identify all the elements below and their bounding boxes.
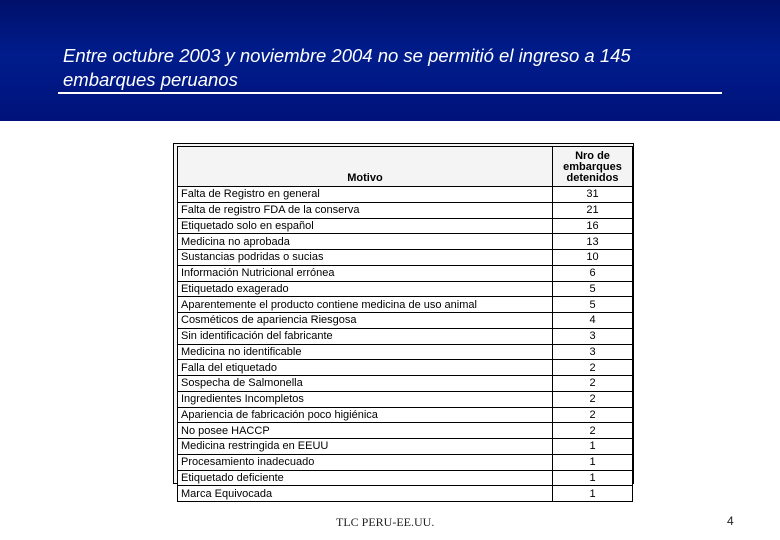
nro-cell: 2 [553,407,633,423]
nro-cell: 2 [553,391,633,407]
nro-cell: 1 [553,486,633,502]
motivo-cell: Medicina restringida en EEUU [178,439,553,455]
table-row [178,486,633,502]
nro-cell: 1 [553,439,633,455]
motivo-cell: Etiquetado solo en español [178,218,553,234]
nro-cell: 13 [553,234,633,250]
nro-cell: 2 [553,360,633,376]
motivo-cell: Marca Equivocada [178,486,553,502]
table-row [178,265,633,281]
motivo-cell: Sospecha de Salmonella [178,376,553,392]
table-row [178,454,633,470]
motivo-cell: Etiquetado exagerado [178,281,553,297]
motivo-cell: Falta de registro FDA de la conserva [178,202,553,218]
nro-cell: 5 [553,281,633,297]
motivo-cell: Información Nutricional errónea [178,265,553,281]
title-underline [58,92,722,94]
table-row [178,344,633,360]
table-row [178,281,633,297]
nro-cell: 31 [553,187,633,203]
motivo-cell: Medicina no aprobada [178,234,553,250]
nro-cell: 10 [553,250,633,266]
nro-cell: 3 [553,328,633,344]
motivo-cell: Sin identificación del fabricante [178,328,553,344]
table-row [178,439,633,455]
page-number: 4 [727,514,734,528]
footer-text: TLC PERU-EE.UU. [336,515,435,529]
table-row [178,218,633,234]
nro-cell: 4 [553,313,633,329]
nro-cell: 3 [553,344,633,360]
table-row [178,297,633,313]
motivo-cell: Etiquetado deficiente [178,470,553,486]
table-row [178,423,633,439]
table-row [178,328,633,344]
table-row [178,376,633,392]
header-nro-embarques: Nro de embarques detenidos [553,147,633,187]
nro-cell: 6 [553,265,633,281]
table-row [178,313,633,329]
table-body [178,187,633,502]
nro-cell: 2 [553,376,633,392]
motivo-cell: Procesamiento inadecuado [178,454,553,470]
nro-cell: 2 [553,423,633,439]
motivo-cell: Medicina no identificable [178,344,553,360]
table-row [178,360,633,376]
motivo-cell: No posee HACCP [178,423,553,439]
motivo-cell: Sustancias podridas o sucias [178,250,553,266]
motivo-cell: Falla del etiquetado [178,360,553,376]
nro-cell: 5 [553,297,633,313]
nro-cell: 1 [553,454,633,470]
nro-cell: 21 [553,202,633,218]
header-motivo: Motivo [178,147,553,187]
motivo-cell: Apariencia de fabricación poco higiénica [178,407,553,423]
motivo-cell: Cosméticos de apariencia Riesgosa [178,313,553,329]
table-row [178,391,633,407]
title-banner [0,0,780,121]
nro-cell: 1 [553,470,633,486]
detained-shipments-table [177,146,633,502]
motivo-cell: Falta de Registro en general [178,187,553,203]
table-row [178,234,633,250]
nro-cell: 16 [553,218,633,234]
table-row [178,250,633,266]
table-row [178,187,633,203]
table-row [178,407,633,423]
table-row [178,470,633,486]
motivo-cell: Ingredientes Incompletos [178,391,553,407]
table-image-frame [173,143,634,500]
motivo-cell: Aparentemente el producto contiene medicina de uso animal [178,297,553,313]
slide-title: Entre octubre 2003 y noviembre 2004 no se permitió el ingreso a 145 embarques peruanos [63,45,631,90]
table-header-row [178,147,633,187]
table-row [178,202,633,218]
